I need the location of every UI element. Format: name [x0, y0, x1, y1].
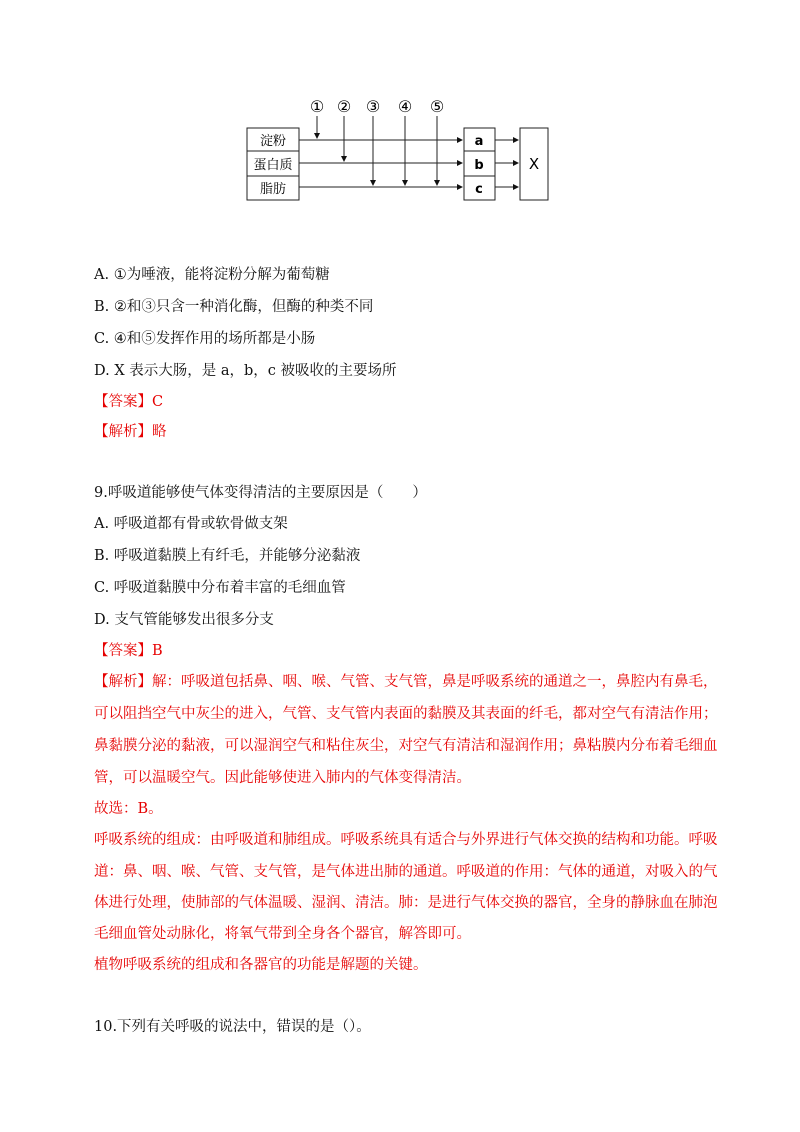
q10-question: 10.下列有关呼吸的说法中，错误的是（）。 [94, 1019, 371, 1035]
product-c: c [475, 182, 483, 197]
q9-analysis-line-5: 故选：B。 [94, 801, 163, 817]
circled-number-1: ① [309, 97, 325, 116]
q8-answer [94, 392, 163, 412]
nutrient-protein: 蛋白质 [253, 158, 293, 173]
q9-analysis-label: 【解析】 [94, 674, 152, 690]
q9-analysis-line-9: 毛细血管处动脉化，将氧气带到全身各个器官，解答即可。 [94, 926, 471, 942]
q8-answer-value: C [152, 394, 164, 410]
product-b: b [474, 158, 484, 173]
q9-answer-label: 【答案】 [94, 643, 152, 659]
circled-number-4: ④ [397, 97, 413, 116]
q9-option-b: B. 呼吸道黏膜上有纤毛，并能够分泌黏液 [94, 548, 361, 564]
q8-option-b: B. ②和③只含一种消化酶，但酶的种类不同 [94, 299, 374, 315]
q9-option-c: C. 呼吸道黏膜中分布着丰富的毛细血管 [94, 580, 346, 596]
q9-analysis-line-1 [94, 672, 718, 692]
circled-number-2: ② [336, 97, 352, 116]
result-x: X [528, 155, 540, 173]
circled-number-5: ⑤ [429, 97, 445, 116]
q9-question: 9.呼吸道能够使气体变得清洁的主要原因是（ ） [94, 485, 427, 501]
q9-analysis-line-8: 体进行处理，使肺部的气体温暖、湿润、清洁。肺：是进行气体交换的器官，全身的静脉血在肺泡 [94, 895, 718, 911]
q9-analysis-line-7: 道：鼻、咽、喉、气管、支气管，是气体进出肺的通道。呼吸道的作用：气体的通道，对吸入的气 [94, 864, 718, 880]
product-a: a [474, 134, 484, 149]
q9-analysis-line-3: 鼻黏膜分泌的黏液，可以湿润空气和粘住灰尘，对空气有清洁和湿润作用；鼻粘膜内分布着毛细血 [94, 738, 718, 754]
digestion-diagram [240, 92, 560, 207]
q8-analysis-label: 【解析】 [94, 424, 152, 440]
nutrient-starch: 淀粉 [259, 134, 287, 149]
q8-option-a: A. ①为唾液，能将淀粉分解为葡萄糖 [94, 267, 330, 283]
nutrient-fat: 脂肪 [259, 182, 287, 197]
q9-analysis-line-4: 管，可以温暖空气。因此能够使进入肺内的气体变得清洁。 [94, 770, 471, 786]
q8-analysis-text: 略 [152, 424, 167, 440]
q8-option-d: D. X 表示大肠，是 a，b，c 被吸收的主要场所 [94, 363, 397, 379]
q9-option-a: A. 呼吸道都有骨或软骨做支架 [94, 516, 288, 532]
q9-answer-value: B [152, 643, 163, 659]
q9-analysis-line-6: 呼吸系统的组成：由呼吸道和肺组成。呼吸系统具有适合与外界进行气体交换的结构和功能。呼吸 [94, 832, 718, 848]
q9-option-d: D. 支气管能够发出很多分支 [94, 612, 274, 628]
q9-analysis-line-10: 植物呼吸系统的组成和各器官的功能是解题的关键。 [94, 957, 428, 973]
q9-analysis-line-2: 可以阻挡空气中灰尘的进入，气管、支气管内表面的黏膜及其表面的纤毛，都对空气有清洁作用； [94, 706, 718, 722]
q8-answer-label: 【答案】 [94, 394, 152, 410]
q9-answer [94, 641, 163, 661]
q9-analysis-text: 解：呼吸道包括鼻、咽、喉、气管、支气管，鼻是呼吸系统的通道之一，鼻腔内有鼻毛， [152, 674, 718, 690]
q8-analysis [94, 422, 167, 442]
circled-number-3: ③ [365, 97, 381, 116]
q8-option-c: C. ④和⑤发挥作用的场所都是小肠 [94, 331, 316, 347]
